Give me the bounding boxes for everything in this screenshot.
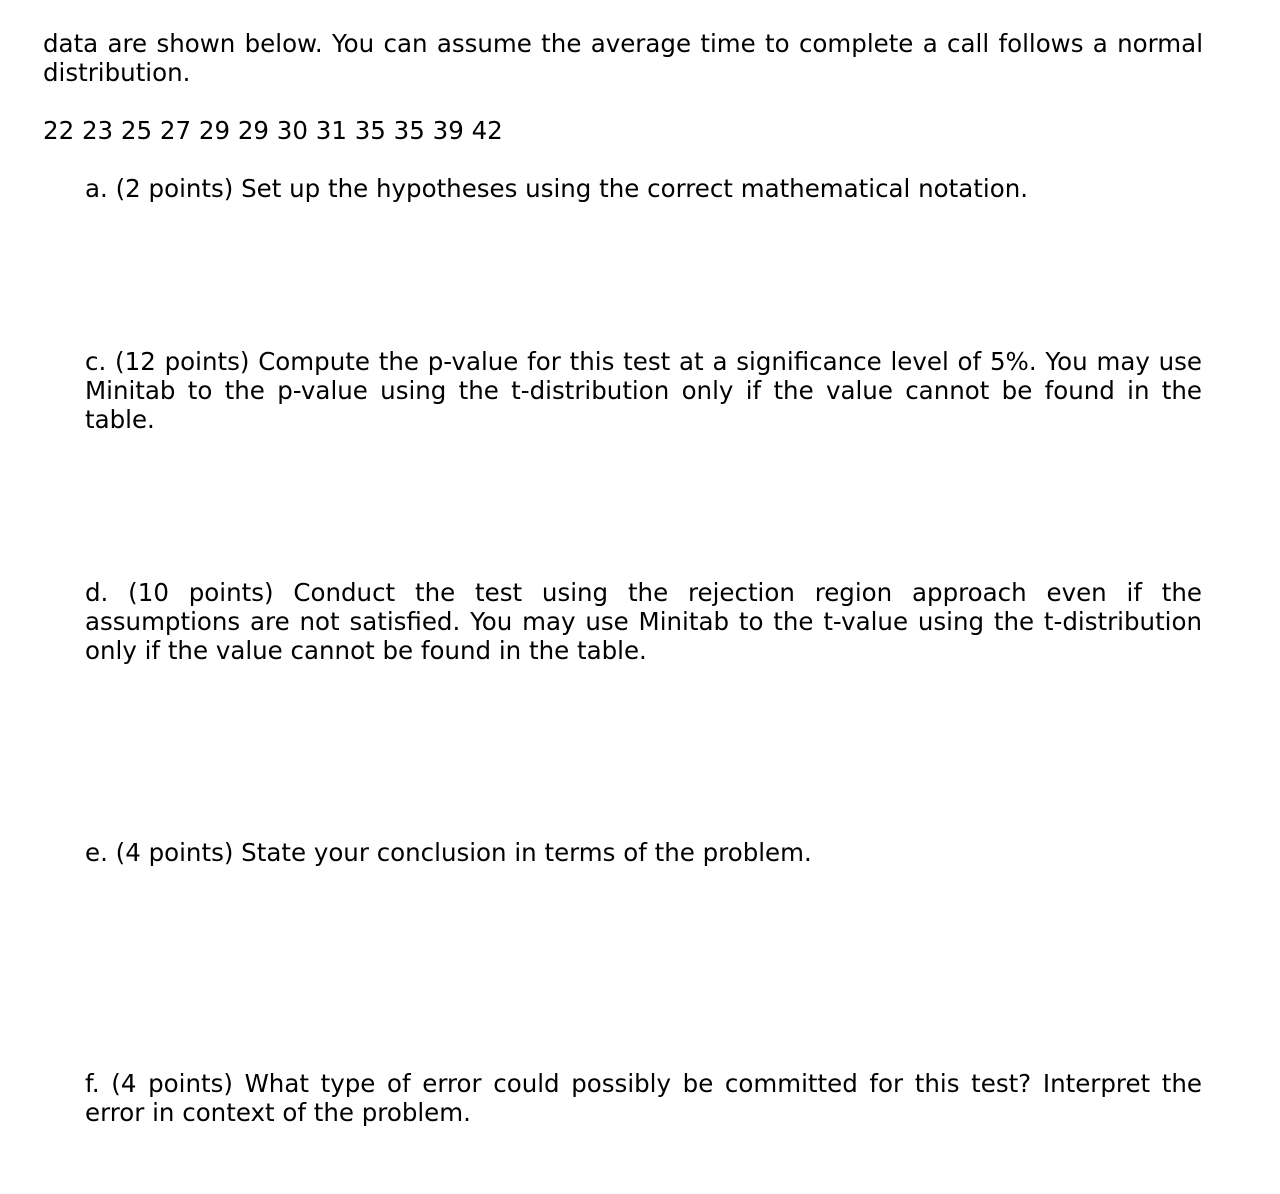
- data-values: 22 23 25 27 29 29 30 31 35 35 39 42: [43, 116, 503, 145]
- question-d: d. (10 points) Conduct the test using the rejection region approach even if the assumptions are not satisfied. You may use Minitab to the t-value using the t-distribution only if the value cannot be found in the table.: [85, 578, 1202, 665]
- question-e: e. (4 points) State your conclusion in terms of the problem.: [85, 838, 812, 867]
- question-c: c. (12 points) Compute the p-value for this test at a significance level of 5%. You may use Minitab to the p-value using the t-distribution only if the value cannot be found in the table.: [85, 347, 1202, 434]
- question-a: a. (2 points) Set up the hypotheses using the correct mathematical notation.: [85, 174, 1029, 203]
- question-f: f. (4 points) What type of error could possibly be committed for this test? Interpret the error in context of the problem.: [85, 1069, 1202, 1127]
- intro-text: data are shown below. You can assume the average time to complete a call follows a normal distribution.: [43, 29, 1203, 87]
